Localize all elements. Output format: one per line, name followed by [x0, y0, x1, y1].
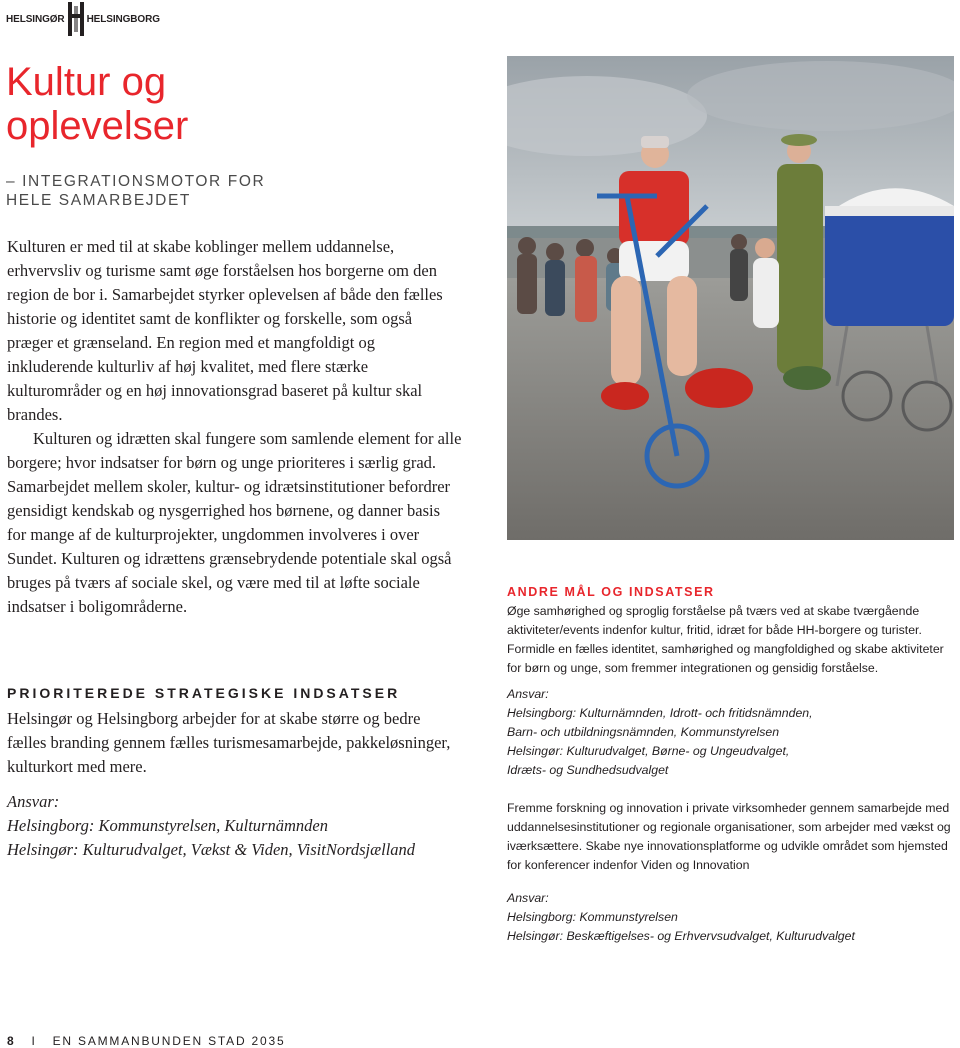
footer-separator: I — [31, 1034, 37, 1048]
andre-ansvar-1 — [507, 685, 957, 780]
page-title-line2: oplevelser — [6, 104, 189, 148]
intro-paragraph-1: Kulturen er med til at skabe koblinger mellem uddannelse, erhvervsliv og turisme samt øge forståelsen hos borgerne om den region de bor i. Samarbejdet styrker oplevelsen af både den fælles historie og identitet samt de konflikter og forskelle, som også præger et grænseland. En region med et mangfoldigt og inkluderende kulturliv af høj kvalitet, med flere stærke kulturområder og en høj innovationsgrad baseret på kultur skal brandes. — [7, 237, 443, 424]
andre-ansvar-2-line-1: Helsingborg: Kommunstyrelsen — [507, 910, 678, 924]
prioriterede-heading: PRIORITEREDE STRATEGISKE INDSATSER — [7, 685, 401, 701]
andre-ansvar-2-label: Ansvar: — [507, 891, 549, 905]
page-number: 8 — [7, 1034, 16, 1048]
ansvar-line-1: Helsingborg: Kommunstyrelsen, Kulturnämnden — [7, 816, 328, 835]
hh-logo — [6, 2, 160, 36]
page-title — [6, 60, 188, 148]
andre-ansvar-1-line-1: Helsingborg: Kulturnämnden, Idrott- och fritidsnämnden, — [507, 706, 813, 720]
andre-ansvar-1-label: Ansvar: — [507, 687, 549, 701]
intro-paragraph-2: Kulturen og idrætten skal fungere som samlende element for alle borgere; hvor indsatser for børn og unge prioriteres i særlig grad. Samarbejdet mellem skoler, kultur- og idrætsinstitutioner befordrer gensidigt kendskab og nysgerrighed hos børnene, og danner basis for mange af de kulturprojekter, ungdommen involveres i over Sundet. Kulturen og idrættens grænsebrydende potentiale skal også bruges på tværs af sociale skel, og være med til at løfte sociale indsatser i boligområderne. — [7, 429, 462, 616]
logo-left-text: HELSINGØR — [6, 13, 65, 25]
andre-ansvar-2 — [507, 889, 957, 946]
ansvar-label: Ansvar: — [7, 792, 60, 811]
footer-title: EN SAMMANBUNDEN STAD 2035 — [52, 1034, 286, 1048]
andre-text-1: Øge samhørighed og sproglig forståelse på tværs ved at skabe tværgående aktiviteter/events indenfor kultur, fritid, idræt for både HH-borgere og turister. Formidle en fælles identitet, samhørighed og mangfoldighed og skabe aktiviteter for børn og unge, som fremmer integrationen og gensidig forståelse. — [507, 604, 944, 675]
andre-ansvar-1-line-4: Idræts- og Sundhedsudvalget — [507, 763, 669, 777]
ansvar-line-2: Helsingør: Kulturudvalget, Vækst & Viden, VisitNordsjælland — [7, 840, 416, 859]
intro-text — [7, 235, 462, 619]
andre-section — [507, 583, 957, 946]
prioriterede-ansvar — [7, 790, 415, 862]
page-subtitle — [6, 172, 326, 210]
page-footer — [7, 1034, 285, 1048]
subtitle-line2: HELE SAMARBEJDET — [6, 192, 191, 209]
logo-right-text: HELSINGBORG — [86, 13, 160, 25]
andre-text-2: Fremme forskning og innovation i private virksomheder gennem samarbejde med uddannelsesinstitutioner og regionale organisationer, som arbejder med vækst og iværksættere. Skabe nye innovationsplatforme og udvikle området som hjemsted for konferencer indenfor Viden og Innovation — [507, 801, 951, 872]
hh-logo-mark-icon — [66, 2, 86, 36]
andre-ansvar-1-line-3: Helsingør: Kulturudvalget, Børne- og Ungeudvalget, — [507, 744, 790, 758]
photo-illustration — [507, 56, 954, 540]
prioriterede-text: Helsingør og Helsingborg arbejder for at skabe større og bedre fælles branding gennem fælles turismesamarbejde, pakkeløsninger, kulturkort med mere. — [7, 709, 451, 776]
andre-ansvar-1-line-2: Barn- och utbildningsnämnden, Kommunstyrelsen — [507, 725, 780, 739]
andre-heading: ANDRE MÅL OG INDSATSER — [507, 585, 715, 599]
subtitle-line1: – INTEGRATIONSMOTOR FOR — [6, 173, 266, 190]
street-performance-photo — [507, 56, 954, 540]
andre-ansvar-2-line-2: Helsingør: Beskæftigelses- og Erhvervsudvalget, Kulturudvalget — [507, 929, 855, 943]
page-title-line1: Kultur og — [6, 60, 167, 104]
